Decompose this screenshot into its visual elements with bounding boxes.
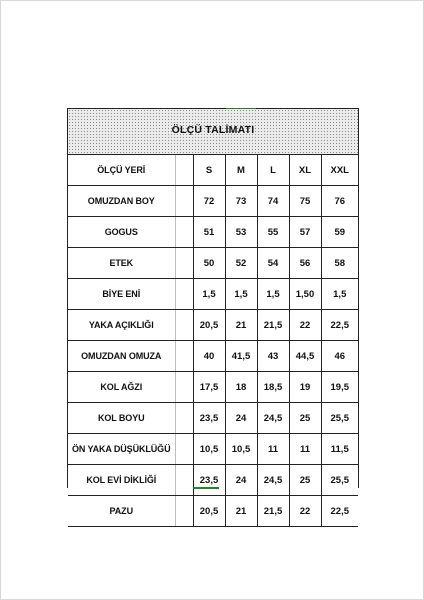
header-label: ÖLÇÜ YERİ [68, 155, 175, 186]
row-label: ETEK [68, 248, 175, 279]
measurement-cell: 74 [257, 186, 289, 217]
row-label: YAKA AÇIKLIĞI [68, 310, 175, 341]
row-label: KOL BOYU [68, 403, 175, 434]
spacer-cell [175, 465, 193, 496]
measurement-cell: 23,5 [193, 403, 225, 434]
measurement-cell: 24 [225, 465, 257, 496]
chart-title: ÖLÇÜ TALİMATI [171, 124, 255, 136]
row-label: KOL AĞZI [68, 372, 175, 403]
measurement-cell: 22 [289, 310, 321, 341]
table-row [68, 279, 358, 310]
table-row [68, 341, 358, 372]
measurement-cell: 21,5 [257, 310, 289, 341]
size-header-xl: XL [289, 155, 321, 186]
row-label: PAZU [68, 496, 175, 527]
row-label: KOL EVİ DİKLİĞİ [68, 465, 175, 496]
measurement-cell: 20,5 [193, 310, 225, 341]
measurement-cell: 24 [225, 403, 257, 434]
measurement-cell: 22,5 [321, 496, 358, 527]
row-label: ÖN YAKA DÜŞÜKLÜĞÜ [68, 434, 175, 465]
measurement-cell: 57 [289, 217, 321, 248]
measurement-cell: 10,5 [225, 434, 257, 465]
measurement-cell: 1,5 [225, 279, 257, 310]
measurement-cell: 59 [321, 217, 358, 248]
measurement-cell: 18,5 [257, 372, 289, 403]
table-row [68, 372, 358, 403]
spacer-cell [175, 434, 193, 465]
row-label: GOGUS [68, 217, 175, 248]
measurement-cell: 46 [321, 341, 358, 372]
measurement-cell: 21 [225, 496, 257, 527]
measurement-cell: 76 [321, 186, 358, 217]
spacer-cell [175, 248, 193, 279]
measurement-cell: 19,5 [321, 372, 358, 403]
measurement-cell: 24,5 [257, 403, 289, 434]
table-row [68, 434, 358, 465]
measurement-cell: 18 [225, 372, 257, 403]
measurement-cell: 73 [225, 186, 257, 217]
size-header-m: M [225, 155, 257, 186]
row-label: OMUZDAN BOY [68, 186, 175, 217]
measurement-cell: 25 [289, 465, 321, 496]
spacer-cell [175, 310, 193, 341]
measurement-cell: 21,5 [257, 496, 289, 527]
cell-selection-marker-bottom [193, 487, 219, 489]
measurement-cell: 1,50 [289, 279, 321, 310]
table-row [68, 310, 358, 341]
spacer-cell [175, 217, 193, 248]
size-header-l: L [257, 155, 289, 186]
row-label: BİYE ENİ [68, 279, 175, 310]
spacer-cell [175, 279, 193, 310]
measurement-cell: 75 [289, 186, 321, 217]
measurement-cell: 1,5 [257, 279, 289, 310]
spacer-cell [175, 186, 193, 217]
spacer-cell [175, 341, 193, 372]
measurement-cell: 25 [289, 403, 321, 434]
measurement-cell: 21 [225, 310, 257, 341]
size-header-xxl: XXL [321, 155, 358, 186]
measurement-cell: 20,5 [193, 496, 225, 527]
measurement-cell: 44,5 [289, 341, 321, 372]
spacer-cell [175, 372, 193, 403]
measurement-cell: 10,5 [193, 434, 225, 465]
title-band [68, 109, 358, 155]
measurement-cell: 43 [257, 341, 289, 372]
measurement-cell: 52 [225, 248, 257, 279]
table-row [68, 496, 358, 527]
measurement-cell: 17,5 [193, 372, 225, 403]
measurement-cell: 22,5 [321, 310, 358, 341]
row-label: OMUZDAN OMUZA [68, 341, 175, 372]
measurement-cell: 11 [289, 434, 321, 465]
measurement-cell: 11,5 [321, 434, 358, 465]
measurement-cell: 58 [321, 248, 358, 279]
measurement-cell: 22 [289, 496, 321, 527]
measurement-cell: 51 [193, 217, 225, 248]
measurement-cell: 23,5 [193, 465, 225, 496]
table-row [68, 186, 358, 217]
table-row [68, 403, 358, 434]
spacer-cell [175, 155, 193, 186]
measurement-cell: 56 [289, 248, 321, 279]
measurement-cell: 72 [193, 186, 225, 217]
measurement-cell: 41,5 [225, 341, 257, 372]
spacer-cell [175, 403, 193, 434]
size-header-s: S [193, 155, 225, 186]
table-row [68, 465, 358, 496]
measurement-cell: 55 [257, 217, 289, 248]
measurement-cell: 11 [257, 434, 289, 465]
spacer-cell [175, 496, 193, 527]
measurement-cell: 24,5 [257, 465, 289, 496]
measurement-cell: 25,5 [321, 403, 358, 434]
header-row [68, 155, 358, 186]
measurement-cell: 54 [257, 248, 289, 279]
size-table [68, 155, 358, 527]
size-chart-sheet [67, 108, 359, 517]
table-row [68, 217, 358, 248]
measurement-cell: 40 [193, 341, 225, 372]
measurement-cell: 25,5 [321, 465, 358, 496]
measurement-cell: 1,5 [321, 279, 358, 310]
measurement-cell: 50 [193, 248, 225, 279]
measurement-cell: 19 [289, 372, 321, 403]
measurement-cell: 53 [225, 217, 257, 248]
table-row [68, 248, 358, 279]
measurement-cell: 1,5 [193, 279, 225, 310]
